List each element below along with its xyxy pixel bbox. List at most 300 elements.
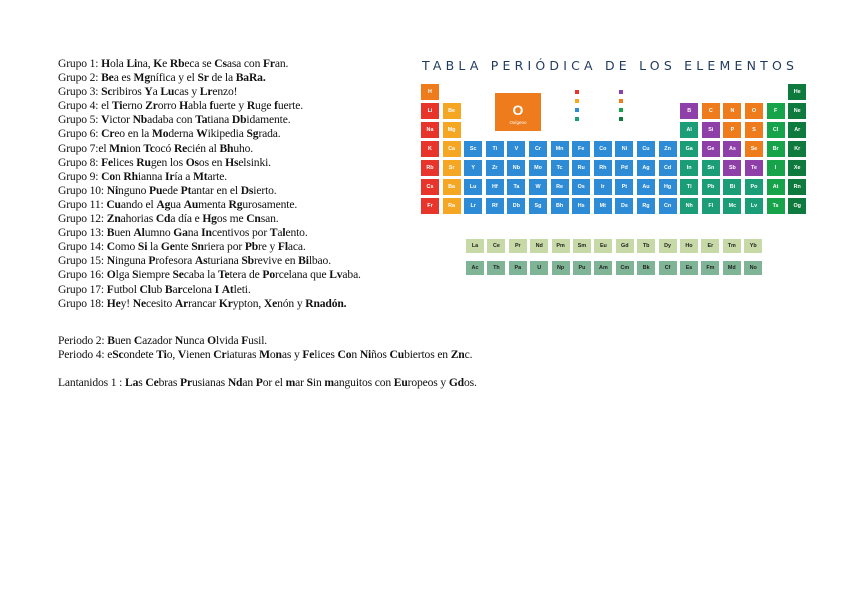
text-segment: B bbox=[106, 226, 115, 240]
element-cell-o: O bbox=[745, 103, 763, 119]
text-segment: Al bbox=[133, 226, 145, 240]
text-segment: Sc bbox=[112, 348, 124, 362]
grupo-line bbox=[58, 212, 418, 226]
text-segment: He bbox=[106, 296, 121, 310]
text-segment: F bbox=[106, 282, 114, 296]
element-cell-w: W bbox=[529, 179, 547, 195]
element-cell-he: He bbox=[788, 84, 806, 100]
element-cell-be: Be bbox=[443, 103, 461, 119]
text-segment: In bbox=[201, 226, 212, 240]
text-segment: Cd bbox=[155, 212, 171, 226]
text-segment: Sn bbox=[191, 240, 204, 254]
element-cell-k: K bbox=[421, 141, 439, 157]
element-cell-ti: Ti bbox=[486, 141, 504, 157]
text-segment: Ta bbox=[195, 113, 208, 127]
text-segment: Fe bbox=[101, 155, 114, 169]
legend-swatch bbox=[619, 90, 623, 94]
text-segment: gen los bbox=[150, 155, 186, 169]
f-block-cell-ce: Ce bbox=[487, 239, 505, 253]
text-segment: lices bbox=[113, 155, 137, 169]
element-cell-sc: Sc bbox=[464, 141, 482, 157]
element-cell-tc: Tc bbox=[551, 160, 569, 176]
text-segment: Grupo 17: bbox=[58, 282, 107, 296]
text-segment: ikipedia bbox=[207, 127, 247, 141]
text-segment: ion bbox=[126, 141, 144, 155]
element-cell-rn: Rn bbox=[788, 179, 806, 195]
text-segment: Cu bbox=[389, 348, 405, 362]
text-segment: rada. bbox=[258, 127, 281, 141]
periodic-table-image bbox=[410, 54, 820, 284]
text-segment: f bbox=[209, 99, 214, 113]
element-cell-at: At bbox=[767, 179, 785, 195]
text-segment: Y bbox=[144, 85, 153, 99]
lantanidos-mnemonics bbox=[58, 376, 477, 390]
text-segment: asa con bbox=[226, 57, 263, 70]
text-segment: inguna bbox=[114, 254, 149, 268]
element-cell-ca: Ca bbox=[443, 141, 461, 157]
element-cell-lu: Lu bbox=[464, 179, 482, 195]
text-segment: uerte. bbox=[277, 99, 303, 113]
text-segment: Ag bbox=[156, 197, 171, 211]
text-segment: Ti bbox=[111, 99, 123, 113]
text-segment: Ds bbox=[240, 183, 254, 197]
element-cell-fl: Fl bbox=[702, 198, 720, 214]
text-segment: omo bbox=[114, 240, 138, 254]
text-segment: Grupo 7:el bbox=[58, 141, 110, 155]
f-block-cell-nd: Nd bbox=[530, 239, 548, 253]
text-segment: la bbox=[147, 240, 161, 254]
text-segment: Grupo 1: bbox=[58, 57, 102, 70]
f-block-cell-np: Np bbox=[552, 261, 570, 275]
text-segment: idamente. bbox=[246, 113, 291, 127]
text-segment: y! bbox=[120, 296, 133, 310]
text-segment: Cs bbox=[214, 57, 227, 70]
element-cell-in: In bbox=[680, 160, 698, 176]
element-cell-ds: Ds bbox=[615, 198, 633, 214]
text-segment: n bbox=[351, 348, 360, 362]
text-segment: ianna bbox=[137, 169, 166, 183]
text-segment: cas y bbox=[174, 85, 200, 99]
text-segment: N bbox=[106, 254, 115, 268]
lantanido-line bbox=[58, 376, 477, 390]
text-segment: tiana bbox=[207, 113, 232, 127]
element-cell-ta: Ta bbox=[507, 179, 525, 195]
f-block-cell-u: U bbox=[530, 261, 548, 275]
element-cell-ag: Ag bbox=[637, 160, 655, 176]
element-cell-bh: Bh bbox=[551, 198, 569, 214]
periodo-line bbox=[58, 334, 472, 348]
text-segment: os en bbox=[198, 155, 226, 169]
text-segment: Pr bbox=[180, 376, 192, 389]
text-segment: Ba bbox=[235, 71, 249, 85]
text-segment: nón y bbox=[277, 296, 306, 310]
text-segment: Po bbox=[262, 268, 275, 282]
text-segment: Pu bbox=[149, 183, 163, 197]
text-segment: enzo! bbox=[212, 85, 238, 99]
f-block-cell-sm: Sm bbox=[573, 239, 591, 253]
text-segment: C bbox=[133, 334, 143, 347]
text-segment: o, bbox=[166, 348, 178, 362]
text-segment: nífica y el bbox=[150, 71, 198, 85]
text-segment: arte. bbox=[207, 169, 227, 183]
text-segment: caba la bbox=[183, 268, 218, 282]
legend-swatch bbox=[575, 90, 579, 94]
f-block-cell-ho: Ho bbox=[680, 239, 698, 253]
text-segment: a bbox=[172, 282, 178, 296]
text-segment: Cn bbox=[246, 212, 261, 226]
grupo-line bbox=[58, 113, 418, 127]
grupo-line bbox=[58, 127, 418, 141]
element-cell-tl: Tl bbox=[680, 179, 698, 195]
text-segment: ienen bbox=[186, 348, 214, 362]
element-cell-ra: Ra bbox=[443, 198, 461, 214]
text-segment: uho. bbox=[233, 141, 254, 155]
element-cell-se: Se bbox=[745, 141, 763, 157]
text-segment: Grupo 5: bbox=[58, 113, 102, 127]
text-segment: H bbox=[101, 57, 110, 70]
text-segment: or el bbox=[262, 376, 286, 389]
text-segment: Pt bbox=[180, 183, 192, 197]
text-segment: uen bbox=[114, 334, 134, 347]
element-cell-cr: Cr bbox=[529, 141, 547, 157]
text-segment: usil. bbox=[248, 334, 268, 347]
element-cell-ge: Ge bbox=[702, 141, 720, 157]
text-segment: Re bbox=[173, 141, 188, 155]
text-segment: ondete bbox=[123, 348, 157, 362]
f-block-cell-es: Es bbox=[680, 261, 698, 275]
text-segment: B bbox=[164, 282, 173, 296]
grupo-line bbox=[58, 297, 418, 311]
grupo-line bbox=[58, 268, 418, 282]
text-segment: ar bbox=[295, 376, 307, 389]
text-segment: Bi bbox=[298, 254, 309, 268]
grupo-line bbox=[58, 198, 418, 212]
grupo-line bbox=[58, 85, 418, 99]
text-segment: ía a bbox=[174, 169, 193, 183]
text-segment: urosamente. bbox=[242, 197, 298, 211]
text-segment: R bbox=[246, 99, 256, 113]
text-segment: unca bbox=[183, 334, 208, 347]
element-cell-mt: Mt bbox=[594, 198, 612, 214]
text-segment: Te bbox=[217, 268, 230, 282]
element-cell-rb: Rb bbox=[421, 160, 439, 176]
text-segment: Grupo 8: bbox=[58, 155, 102, 169]
text-segment: F bbox=[241, 334, 249, 347]
legend-swatch bbox=[575, 117, 579, 121]
text-segment: eca se bbox=[184, 57, 215, 70]
text-segment: M bbox=[259, 348, 270, 362]
text-segment: Ar bbox=[174, 296, 189, 310]
text-segment: K bbox=[153, 57, 163, 70]
text-segment: Cl bbox=[139, 282, 151, 296]
text-segment: H bbox=[179, 99, 189, 113]
text-segment: Mn bbox=[109, 141, 127, 155]
f-block-cell-pm: Pm bbox=[552, 239, 570, 253]
element-cell-n: N bbox=[723, 103, 741, 119]
text-segment: Ru bbox=[136, 155, 151, 169]
text-segment: rofesora bbox=[155, 254, 195, 268]
grupo-line bbox=[58, 71, 418, 85]
text-segment: r bbox=[177, 282, 183, 296]
grupo-line bbox=[58, 142, 418, 156]
text-segment: Lantanidos 1 : bbox=[58, 376, 125, 389]
text-segment: centivos por bbox=[211, 226, 270, 240]
text-segment: iaturas bbox=[226, 348, 260, 362]
f-block-cell-er: Er bbox=[701, 239, 719, 253]
example-symbol: O bbox=[512, 102, 524, 118]
element-cell-re: Re bbox=[551, 179, 569, 195]
element-cell-cu: Cu bbox=[637, 141, 655, 157]
text-segment: n bbox=[275, 348, 282, 362]
text-segment: orro bbox=[157, 99, 180, 113]
element-cell-s: S bbox=[745, 122, 763, 138]
text-segment: Ce bbox=[145, 376, 159, 389]
text-segment: lbao. bbox=[308, 254, 331, 268]
element-cell-pt: Pt bbox=[615, 179, 633, 195]
element-cell-fe: Fe bbox=[572, 141, 590, 157]
text-segment: Periodo 4: e bbox=[58, 348, 113, 362]
element-cell-fr: Fr bbox=[421, 198, 439, 214]
element-cell-mn: Mn bbox=[551, 141, 569, 157]
text-segment: Sr bbox=[197, 71, 209, 85]
text-segment: Xe bbox=[263, 296, 278, 310]
element-cell-lv: Lv bbox=[745, 198, 763, 214]
text-segment: a es bbox=[113, 71, 134, 85]
text-segment: Grupo 2: bbox=[58, 71, 102, 85]
grupo-line bbox=[58, 170, 418, 184]
element-cell-b: B bbox=[680, 103, 698, 119]
text-segment: ypton, bbox=[232, 296, 264, 310]
element-cell-nh: Nh bbox=[680, 198, 698, 214]
legend-swatch bbox=[575, 99, 579, 103]
grupo-line bbox=[58, 99, 418, 113]
text-segment: N bbox=[174, 334, 184, 347]
text-segment: O bbox=[106, 268, 116, 282]
element-cell-rh: Rh bbox=[594, 160, 612, 176]
text-segment: menta bbox=[198, 197, 229, 211]
element-cell-sb: Sb bbox=[723, 160, 741, 176]
text-segment: ub bbox=[150, 282, 165, 296]
text-segment: rcelana que bbox=[274, 268, 330, 282]
text-segment: Fl bbox=[277, 240, 288, 254]
text-segment: Zr bbox=[145, 99, 158, 113]
grupo-line bbox=[58, 57, 418, 71]
grupo-line bbox=[58, 226, 418, 240]
grupo-line bbox=[58, 184, 418, 198]
text-segment: f bbox=[274, 99, 278, 113]
text-segment: ua bbox=[170, 197, 184, 211]
text-segment: W bbox=[196, 127, 208, 141]
text-segment: La bbox=[124, 376, 139, 389]
text-segment: riera por bbox=[203, 240, 245, 254]
element-cell-v: V bbox=[507, 141, 525, 157]
text-segment: cesito bbox=[145, 296, 175, 310]
element-cell-bi: Bi bbox=[723, 179, 741, 195]
text-segment: Grupo 14: bbox=[58, 240, 107, 254]
text-segment: B bbox=[107, 334, 115, 347]
element-cell-c: C bbox=[702, 103, 720, 119]
grupo-line bbox=[58, 254, 418, 268]
text-segment: abla bbox=[188, 99, 210, 113]
text-segment: utbol bbox=[113, 282, 140, 296]
text-segment: antar en el bbox=[191, 183, 241, 197]
element-cell-co: Co bbox=[594, 141, 612, 157]
element-cell-mo: Mo bbox=[529, 160, 547, 176]
text-segment: Rn bbox=[305, 296, 320, 310]
element-cell-pb: Pb bbox=[702, 179, 720, 195]
element-cell-mc: Mc bbox=[723, 198, 741, 214]
text-segment: Hg bbox=[202, 212, 217, 226]
text-segment: Rh bbox=[123, 169, 138, 183]
text-segment: Db bbox=[231, 113, 247, 127]
grupo-line bbox=[58, 283, 418, 297]
text-segment: Mg bbox=[133, 71, 150, 85]
element-cell-te: Te bbox=[745, 160, 763, 176]
element-cell-hs: Hs bbox=[572, 198, 590, 214]
text-segment: P bbox=[255, 376, 263, 389]
text-segment: Grupo 13: bbox=[58, 226, 107, 240]
element-cell-po: Po bbox=[745, 179, 763, 195]
text-segment: a bbox=[277, 226, 283, 240]
element-cell-li: Li bbox=[421, 103, 439, 119]
text-segment: Nb bbox=[132, 113, 148, 127]
text-segment: derna bbox=[168, 127, 197, 141]
text-segment: Co bbox=[101, 169, 115, 183]
element-cell-os: Os bbox=[572, 179, 590, 195]
text-segment: At bbox=[221, 282, 234, 296]
element-cell-sn: Sn bbox=[702, 160, 720, 176]
f-block-cell-tm: Tm bbox=[723, 239, 741, 253]
text-segment: Ni bbox=[359, 348, 372, 362]
text-segment: turiana bbox=[207, 254, 242, 268]
f-block-cell-pa: Pa bbox=[509, 261, 527, 275]
text-segment: ropeos y bbox=[407, 376, 449, 389]
text-segment: san. bbox=[260, 212, 279, 226]
text-segment: V bbox=[177, 348, 187, 362]
text-segment: Lu bbox=[160, 85, 175, 99]
f-block-cell-eu: Eu bbox=[594, 239, 612, 253]
text-segment: cién al bbox=[187, 141, 220, 155]
text-segment: Au bbox=[183, 197, 199, 211]
text-segment: o bbox=[269, 348, 276, 362]
f-block-cell-no: No bbox=[744, 261, 762, 275]
text-segment: biertos en bbox=[404, 348, 451, 362]
text-segment: an. bbox=[274, 57, 289, 70]
text-segment: Zn bbox=[106, 212, 121, 226]
text-segment: ictor bbox=[109, 113, 133, 127]
element-cell-ba: Ba bbox=[443, 179, 461, 195]
f-block-cell-cf: Cf bbox=[659, 261, 677, 275]
f-block-cell-bk: Bk bbox=[637, 261, 655, 275]
text-segment: ribiros bbox=[112, 85, 145, 99]
element-cell-cn: Cn bbox=[659, 198, 677, 214]
grupo-line bbox=[58, 156, 418, 170]
element-cell-al: Al bbox=[680, 122, 698, 138]
text-segment: Fe bbox=[302, 348, 315, 362]
text-segment: an bbox=[242, 376, 256, 389]
text-segment: O bbox=[207, 334, 217, 347]
legend-swatch bbox=[575, 108, 579, 112]
text-segment: a día e bbox=[170, 212, 203, 226]
text-segment: adón. bbox=[319, 296, 347, 310]
text-segment: Zn bbox=[450, 348, 465, 362]
element-cell-au: Au bbox=[637, 179, 655, 195]
text-segment: Grupo 18: bbox=[58, 296, 107, 310]
periodic-table-title: TABLA PERIÓDICA DE LOS ELEMENTOS bbox=[422, 58, 799, 73]
legend-swatch bbox=[619, 99, 623, 103]
text-segment: bras bbox=[158, 376, 181, 389]
text-segment: a bbox=[152, 85, 161, 99]
text-segment: as y bbox=[281, 348, 303, 362]
text-segment: rancar bbox=[188, 296, 219, 310]
element-cell-sr: Sr bbox=[443, 160, 461, 176]
text-segment: m bbox=[324, 376, 334, 389]
text-segment: Mt bbox=[192, 169, 208, 183]
text-segment: Sc bbox=[101, 85, 113, 99]
text-segment: Ir bbox=[165, 169, 175, 183]
text-segment: lvida bbox=[216, 334, 242, 347]
text-segment: Bh bbox=[219, 141, 234, 155]
element-cell-ru: Ru bbox=[572, 160, 590, 176]
text-segment: c. bbox=[464, 348, 473, 362]
text-segment: e bbox=[162, 57, 170, 70]
text-segment: nguno bbox=[118, 183, 150, 197]
text-segment: re y bbox=[258, 240, 278, 254]
text-segment: celona bbox=[182, 282, 215, 296]
text-segment: eo en la bbox=[114, 127, 152, 141]
text-segment: Pb bbox=[244, 240, 259, 254]
text-segment: Cu bbox=[106, 197, 121, 211]
element-cell-ar: Ar bbox=[788, 122, 806, 138]
element-cell-pd: Pd bbox=[615, 160, 633, 176]
grupos-mnemonics bbox=[58, 57, 418, 311]
text-segment: Grupo 11: bbox=[58, 197, 107, 211]
text-segment: ocó bbox=[154, 141, 174, 155]
text-segment: Grupo 15: bbox=[58, 254, 107, 268]
element-cell-br: Br bbox=[767, 141, 785, 157]
text-segment: C bbox=[106, 240, 115, 254]
text-segment: ola bbox=[109, 57, 127, 70]
element-cell-h: H bbox=[421, 84, 439, 100]
element-cell-p: P bbox=[723, 122, 741, 138]
text-segment: lices bbox=[314, 348, 338, 362]
text-segment: Cr bbox=[213, 348, 227, 362]
text-segment: S bbox=[132, 268, 139, 282]
text-segment: Kr bbox=[218, 296, 233, 310]
text-segment: Rb bbox=[169, 57, 185, 70]
f-block-cell-pu: Pu bbox=[573, 261, 591, 275]
text-segment: Eu bbox=[393, 376, 408, 389]
text-segment: revive en bbox=[253, 254, 299, 268]
text-segment: uerte y bbox=[213, 99, 247, 113]
f-block-cell-cm: Cm bbox=[616, 261, 634, 275]
text-segment: Gd bbox=[448, 376, 464, 389]
text-segment: s bbox=[138, 376, 146, 389]
element-cell-cl: Cl bbox=[767, 122, 785, 138]
text-segment: ños bbox=[371, 348, 390, 362]
text-segment: ierto. bbox=[253, 183, 277, 197]
text-segment: l bbox=[282, 226, 286, 240]
f-block-cell-dy: Dy bbox=[659, 239, 677, 253]
text-segment: Fr bbox=[262, 57, 275, 70]
text-segment: Li bbox=[126, 57, 138, 70]
text-segment: Grupo 16: bbox=[58, 268, 107, 282]
element-cell-zr: Zr bbox=[486, 160, 504, 176]
element-cell-ir: Ir bbox=[594, 179, 612, 195]
element-cell-ts: Ts bbox=[767, 198, 785, 214]
text-segment: Sg bbox=[246, 127, 259, 141]
text-segment: os me bbox=[216, 212, 247, 226]
